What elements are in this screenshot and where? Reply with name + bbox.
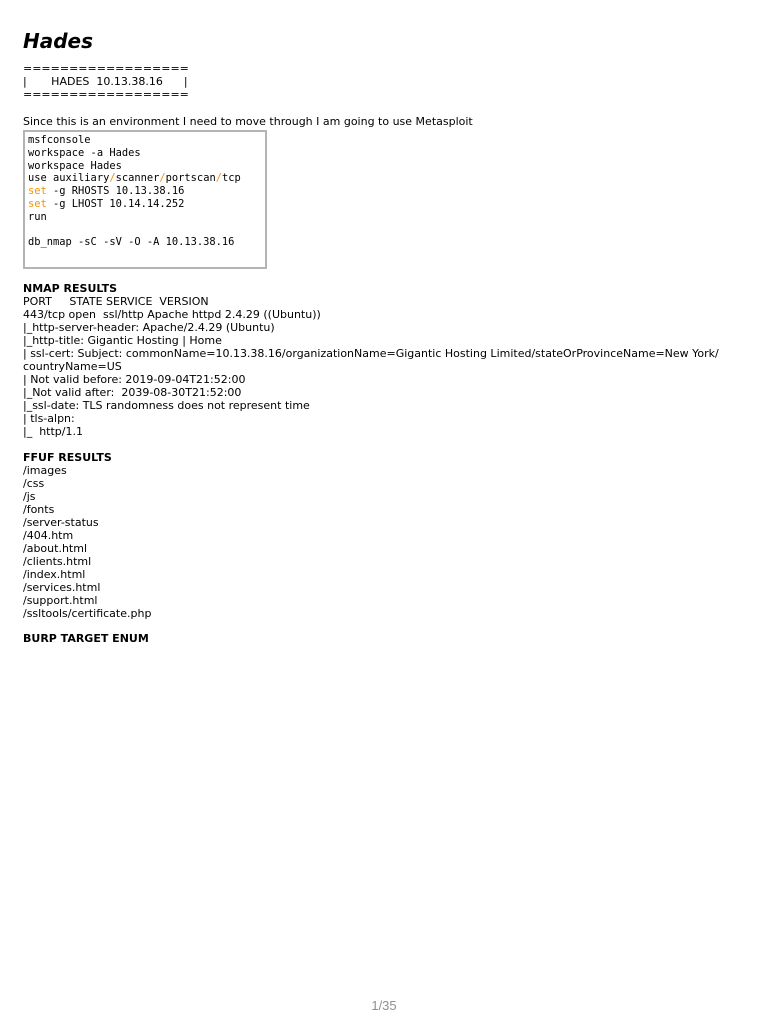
result-line: /fonts xyxy=(23,503,55,516)
burp-target-enum-section xyxy=(23,632,149,645)
page-title: Hades xyxy=(23,29,94,53)
banner-host-line: | HADES 10.13.38.16 | xyxy=(23,75,188,88)
nmap-results-lines xyxy=(23,295,719,438)
burp-target-enum-heading: BURP TARGET ENUM xyxy=(23,632,149,645)
result-line: /about.html xyxy=(23,542,87,555)
host-banner xyxy=(23,62,189,101)
code-line xyxy=(28,224,262,237)
code-token: -g RHOSTS 10.13.38.16 xyxy=(46,185,185,198)
result-line: |_Not valid after: 2039-08-30T21:52:00 xyxy=(23,386,242,399)
result-line: |_http-server-header: Apache/2.4.29 (Ubuntu) xyxy=(23,321,275,334)
result-line: /js xyxy=(23,490,36,503)
banner-bottom-rule: ================== xyxy=(23,88,189,101)
result-line: | ssl-cert: Subject: commonName=10.13.38.16/organizationName=Gigantic Hosting Limited/stateOrProvinceName=New York/ xyxy=(23,347,719,360)
ffuf-results-section xyxy=(23,451,151,620)
banner-top-rule: ================== xyxy=(23,62,189,75)
result-line: /css xyxy=(23,477,45,490)
code-token: portscan xyxy=(165,172,216,185)
code-line: workspace -a Hades xyxy=(28,146,141,159)
result-line: 443/tcp open ssl/http Apache httpd 2.4.29 ((Ubuntu)) xyxy=(23,308,321,321)
result-line: /services.html xyxy=(23,581,101,594)
code-token: use auxiliary xyxy=(28,172,110,185)
intro-paragraph: Since this is an environment I need to move through I am going to use Metasploit xyxy=(23,115,473,128)
result-line: /404.htm xyxy=(23,529,74,542)
code-line: msfconsole xyxy=(28,134,91,146)
result-line: |_http-title: Gigantic Hosting | Home xyxy=(23,334,222,347)
code-line xyxy=(28,198,262,211)
ffuf-results-heading: FFUF RESULTS xyxy=(23,451,112,464)
code-line xyxy=(28,172,262,185)
result-line: /index.html xyxy=(23,568,86,581)
result-line: | Not valid before: 2019-09-04T21:52:00 xyxy=(23,373,246,386)
code-token: scanner xyxy=(115,172,160,185)
code-token: tcp xyxy=(221,172,241,185)
nmap-results-section xyxy=(23,282,719,438)
code-path-separator: / xyxy=(215,172,222,185)
code-line: db_nmap -sC -sV -O -A 10.13.38.16 xyxy=(28,236,235,249)
result-line: /server-status xyxy=(23,516,99,529)
code-keyword: set xyxy=(28,185,47,198)
nmap-results-heading: NMAP RESULTS xyxy=(23,282,118,295)
code-path-separator: / xyxy=(159,172,166,185)
result-line: /images xyxy=(23,464,67,477)
code-token: -g LHOST 10.14.14.252 xyxy=(46,197,185,210)
result-line: /support.html xyxy=(23,594,98,607)
page-number: 1/35 xyxy=(371,998,397,1013)
code-line xyxy=(28,185,262,198)
code-keyword: set xyxy=(28,197,47,210)
result-line: countryName=US xyxy=(23,360,122,373)
result-line: |_ssl-date: TLS randomness does not represent time xyxy=(23,399,310,412)
result-line: | tls-alpn: xyxy=(23,412,75,425)
ffuf-results-lines xyxy=(23,464,151,620)
result-line: PORT STATE SERVICE VERSION xyxy=(23,295,209,308)
code-line: run xyxy=(28,210,47,223)
result-line: /ssltools/certificate.php xyxy=(23,607,152,620)
result-line: |_ http/1.1 xyxy=(23,425,83,438)
code-line: workspace Hades xyxy=(28,159,122,172)
code-path-separator: / xyxy=(109,172,116,185)
result-line: /clients.html xyxy=(23,555,92,568)
code-block xyxy=(23,130,267,269)
